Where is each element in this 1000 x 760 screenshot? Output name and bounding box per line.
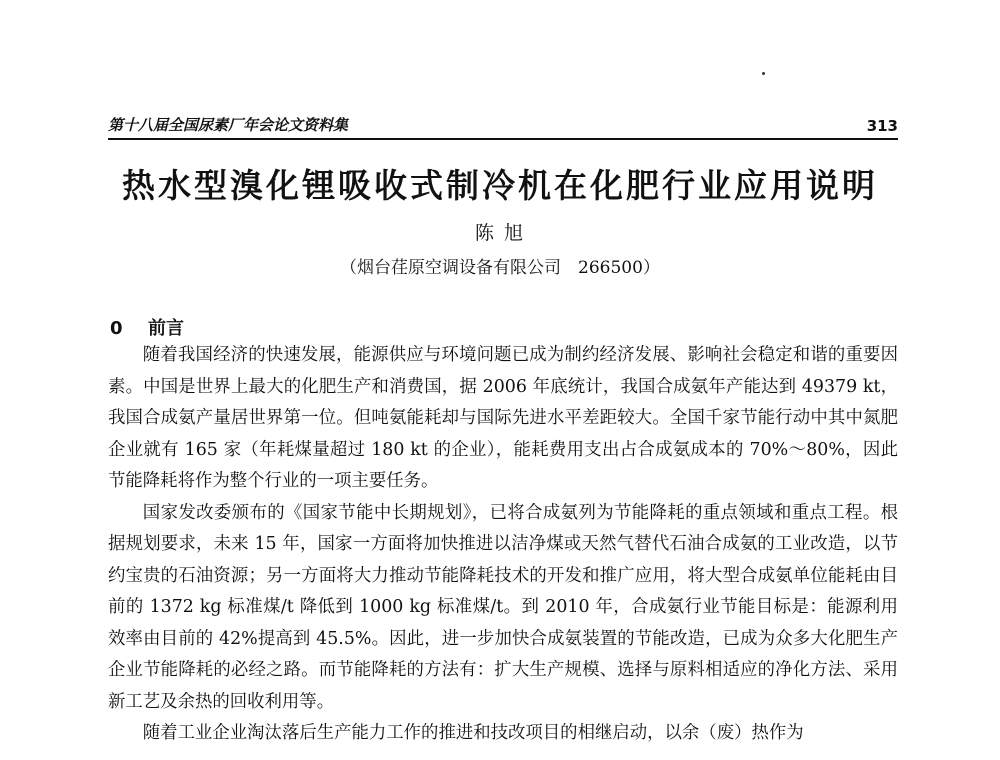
body-text (108, 340, 898, 744)
author-name: 陈 旭 (474, 222, 526, 244)
paper-title: 热水型溴化锂吸收式制冷机在化肥行业应用说明 (122, 166, 878, 205)
section-number: 0 (110, 318, 123, 339)
journal-series-title: 第十八届全国尿素厂年会论文资料集 (108, 116, 349, 134)
paragraph-1: 随着我国经济的快速发展，能源供应与环境问题已成为制约经济发展、影响社会稳定和谐的重要因素。中国是世界上最大的化肥生产和消费国，据 2006 年底统计，我国合成氨年产能达到 49379 kt，我国合成氨产量居世界第一位。但吨氨能耗却与国际先进水平差距较大。全国千家节能行动中其中氮肥企业就有 165 家（年耗煤量超过 180 kt 的企业），能耗费用支出占合成氨成本的 70%～80%，因此节能降耗将作为整个行业的一项主要任务。 (108, 345, 898, 491)
running-header (108, 112, 898, 140)
page-number: 313 (866, 117, 898, 135)
section-heading (110, 314, 184, 340)
author-affiliation: （烟台荏原空调设备有限公司 266500） (340, 258, 660, 278)
paragraph-3: 随着工业企业淘汰落后生产能力工作的推进和技改项目的相继启动，以余（废）热作为 (142, 723, 804, 743)
section-title: 前言 (148, 318, 184, 339)
paragraph-2: 国家发改委颁布的《国家节能中长期规划》，已将合成氨列为节能降耗的重点领域和重点工程。根据规划要求，未来 15 年，国家一方面将加快推进以洁净煤或天然气替代石油合成氨的工业改造，以节约宝贵的石油资源；另一方面将大力推动节能降耗技术的开发和推广应用，将大型合成氨单位能耗由目前的 1372 kg 标准煤/t 降低到 1000 kg 标准煤/t。到 2010 年，合成氨行业节能目标是：能源利用效率由目前的 42%提高到 45.5%。因此，进一步加快合成氨装置的节能改造，已成为众多大化肥生产企业节能降耗的必经之路。而节能降耗的方法有：扩大生产规模、选择与原料相适应的净化方法、采用新工艺及余热的回收利用等。 (108, 502, 898, 712)
scan-speck (762, 72, 765, 75)
